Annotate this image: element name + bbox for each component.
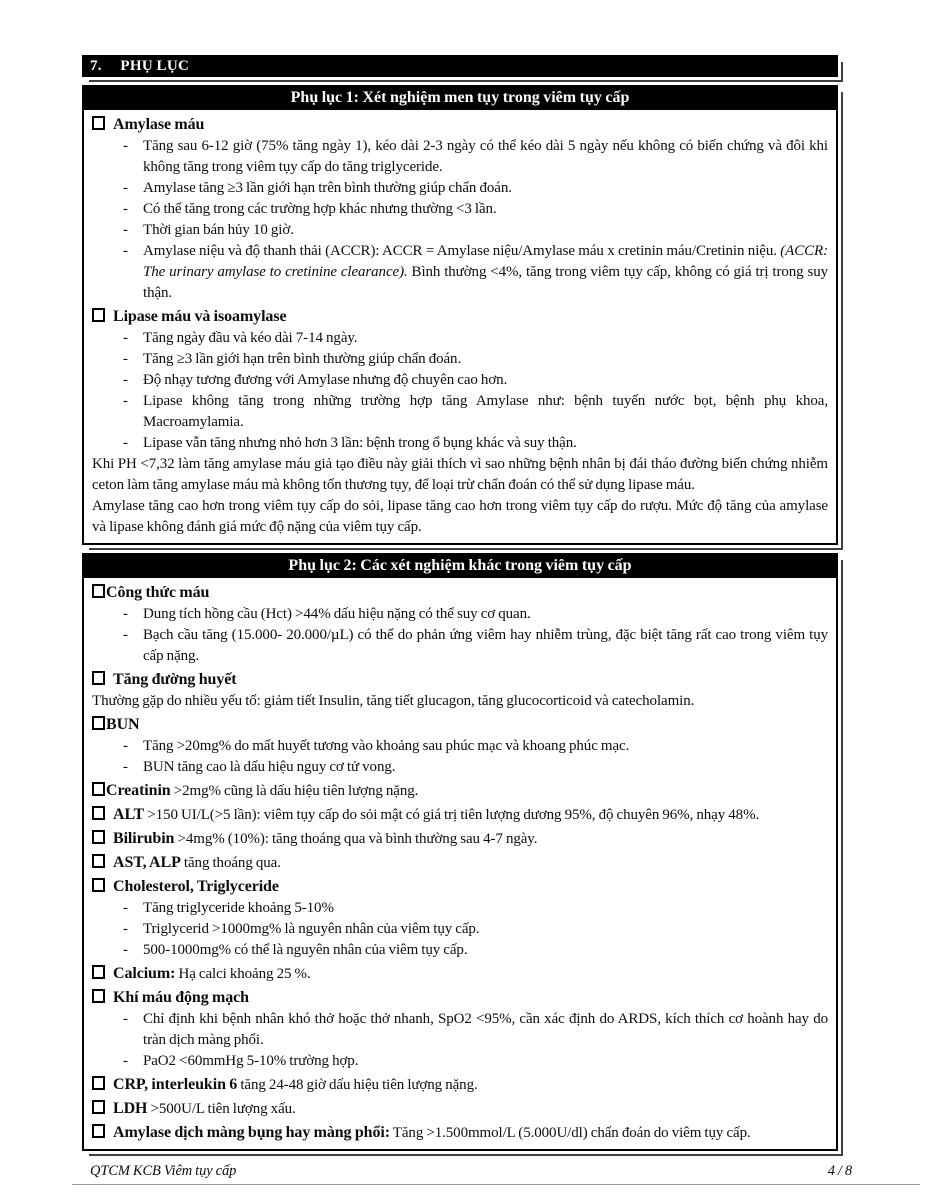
checkbox-icon — [92, 965, 105, 979]
footer-page-number: 4 / 8 — [827, 1163, 852, 1179]
bullet-item — [92, 433, 828, 454]
checkbox-icon — [92, 308, 105, 322]
ast-alp-item — [92, 852, 828, 874]
item-label: Creatinin — [106, 782, 171, 799]
bullet-text: Tăng sau 6-12 giờ (75% tăng ngày 1), kéo dài 2-3 ngày có thể kéo dài 5 ngày nếu không có biến chứng và đôi khi không tăng trong viêm tụy cấp do tăng triglyceride. — [143, 138, 828, 175]
checkbox-icon — [92, 584, 105, 598]
bullet-item — [92, 604, 828, 625]
checkbox-icon — [92, 878, 105, 892]
checkbox-icon — [92, 116, 105, 130]
dash-icon: - — [123, 1053, 128, 1069]
item-label: Bilirubin — [113, 830, 175, 847]
item-label: ALT — [113, 806, 145, 823]
item-text: >150 UI/L(>5 lần): viêm tụy cấp do sỏi mật có giá trị tiên lượng dương 95%, độ chuyên 96%, nhạy 48%. — [144, 807, 760, 823]
dash-icon: - — [123, 921, 128, 937]
checkbox-icon — [92, 1100, 105, 1114]
checkbox-icon — [92, 854, 105, 868]
item-text: tăng thoáng qua. — [180, 855, 281, 871]
section-number: 7. — [90, 58, 102, 74]
item-label: LDH — [113, 1100, 148, 1117]
bullet-text: Chỉ định khi bệnh nhân khó thở hoặc thở nhanh, SpO2 <95%, cần xác định do ARDS, kích thích cơ hoành hay do tràn dịch màng phổi. — [143, 1011, 828, 1048]
bilirubin-item — [92, 828, 828, 850]
dash-icon: - — [123, 606, 128, 622]
item-label: Calcium: — [113, 965, 176, 982]
footer-divider — [72, 1184, 920, 1185]
bullet-item-accr — [92, 241, 828, 304]
bullet-text: Có thể tăng trong các trường hợp khác nhưng thường <3 lần. — [143, 201, 497, 217]
section-7-heading-bar — [82, 55, 838, 77]
hyperglycemia-heading — [92, 669, 828, 691]
appendix-2-title: Phụ lục 2: Các xét nghiệm khác trong viêm tụy cấp — [84, 555, 836, 578]
section-title: PHỤ LỤC — [120, 58, 190, 74]
accr-italic: (ACCR: The urinary amylase to cretinine clearance). — [143, 243, 828, 280]
document-page — [82, 55, 838, 1151]
fluid-amylase-item — [92, 1122, 828, 1144]
dash-icon: - — [123, 900, 128, 916]
bullet-text: Thời gian bán hủy 10 giờ. — [143, 222, 294, 238]
checkbox-icon — [92, 830, 105, 844]
bullet-item — [92, 349, 828, 370]
bullet-text: 500-1000mg% có thể là nguyên nhân của viêm tụy cấp. — [143, 942, 468, 958]
bullet-text: Amylase tăng ≥3 lần giới hạn trên bình thường giúp chẩn đoán. — [143, 180, 512, 196]
dash-icon: - — [123, 738, 128, 754]
item-text: Hạ calci khoảng 25 %. — [175, 966, 311, 982]
creatinin-item — [92, 780, 828, 802]
amylase-blood-heading — [92, 114, 828, 136]
bullet-text: Triglycerid >1000mg% là nguyên nhân của viêm tụy cấp. — [143, 921, 480, 937]
footer-document-name: QTCM KCB Viêm tụy cấp — [90, 1163, 237, 1179]
dash-icon: - — [123, 372, 128, 388]
bullet-item — [92, 736, 828, 757]
bullet-text: Tăng ngày đầu và kéo dài 7-14 ngày. — [143, 330, 358, 346]
bullet-item — [92, 136, 828, 178]
bullet-item — [92, 220, 828, 241]
appendix-1-box — [82, 85, 838, 545]
bullet-text — [143, 243, 828, 301]
bullet-item — [92, 898, 828, 919]
bullet-item — [92, 757, 828, 778]
bullet-item — [92, 391, 828, 433]
bullet-text: BUN tăng cao là dấu hiệu nguy cơ tử vong. — [143, 759, 396, 775]
dash-icon: - — [123, 138, 128, 154]
dash-icon: - — [123, 351, 128, 367]
cbc-heading — [92, 582, 828, 604]
dash-icon: - — [123, 222, 128, 238]
dash-icon: - — [123, 942, 128, 958]
calcium-item — [92, 963, 828, 985]
note-paragraph: Amylase tăng cao hơn trong viêm tụy cấp do sỏi, lipase tăng cao hơn trong viêm tụy cấp do rượu. Mức độ tăng của amylase và lipase không đánh giá mức độ nặng của viêm tụy cấp. — [92, 498, 828, 535]
alt-item — [92, 804, 828, 826]
bullet-text: PaO2 <60mmHg 5-10% trường hợp. — [143, 1053, 359, 1069]
checkbox-icon — [92, 1124, 105, 1138]
dash-icon: - — [123, 1011, 128, 1027]
ldh-item — [92, 1098, 828, 1120]
checkbox-icon — [92, 716, 105, 730]
item-label: AST, ALP — [113, 854, 181, 871]
bullet-text: Độ nhạy tương đương với Amylase nhưng độ chuyên cao hơn. — [143, 372, 508, 388]
item-text: >4mg% (10%): tăng thoáng qua và bình thường sau 4-7 ngày. — [174, 831, 538, 847]
note-paragraph: Khi PH <7,32 làm tăng amylase máu giả tạo điều này giải thích vì sao những bệnh nhân bị đái tháo đường biến chứng nhiễm ceton làm tăng amylase máu mà không tổn thương tụy, để loại trừ chẩn đoán có thể sử dụng lipase máu. — [92, 456, 828, 493]
bullet-text: Lipase không tăng trong những trường hợp tăng Amylase như: bệnh tuyến nước bọt, bệnh phụ khoa, Macroamylamia. — [143, 393, 828, 430]
dash-icon: - — [123, 627, 128, 643]
bullet-item — [92, 940, 828, 961]
bullet-item — [92, 625, 828, 667]
dash-icon: - — [123, 243, 128, 259]
checkbox-icon — [92, 806, 105, 820]
dash-icon: - — [123, 330, 128, 346]
appendix-2-body — [84, 578, 836, 1149]
item-label: Amylase dịch màng bụng hay màng phổi: — [113, 1124, 390, 1141]
appendix-2-box — [82, 553, 838, 1151]
bullet-item — [92, 178, 828, 199]
dash-icon: - — [123, 180, 128, 196]
checkbox-icon — [92, 782, 105, 796]
bullet-item — [92, 1009, 828, 1051]
checkbox-icon — [92, 989, 105, 1003]
heading-label: Amylase máu — [113, 116, 205, 133]
bullet-item — [92, 919, 828, 940]
bullet-text: Bạch cầu tăng (15.000- 20.000/µL) có thể do phản ứng viêm hay nhiễm trùng, đặc biệt tăng rất cao trong viêm tụy cấp nặng. — [143, 627, 828, 664]
appendix-1-body — [84, 110, 836, 543]
bullet-text: Dung tích hồng cầu (Hct) >44% dấu hiệu nặng có thể suy cơ quan. — [143, 606, 531, 622]
bullet-item — [92, 1051, 828, 1072]
dash-icon: - — [123, 201, 128, 217]
abg-heading — [92, 987, 828, 1009]
crp-item — [92, 1074, 828, 1096]
item-text: Tăng >1.500mmol/L (5.000U/dl) chẩn đoán do viêm tụy cấp. — [389, 1125, 751, 1141]
item-text: >500U/L tiên lượng xấu. — [147, 1101, 296, 1117]
heading-label: Tăng đường huyết — [113, 671, 237, 688]
bullet-text: Tăng ≥3 lần giới hạn trên bình thường giúp chẩn đoán. — [143, 351, 462, 367]
dash-icon: - — [123, 435, 128, 451]
bun-heading — [92, 714, 828, 736]
heading-label: BUN — [106, 716, 140, 733]
bullet-item — [92, 370, 828, 391]
bullet-item — [92, 199, 828, 220]
bullet-text: Tăng >20mg% do mất huyết tương vào khoảng sau phúc mạc và khoang phúc mạc. — [143, 738, 630, 754]
item-text: >2mg% cũng là dấu hiệu tiên lượng nặng. — [170, 783, 419, 799]
bullet-text: Tăng triglyceride khoảng 5-10% — [143, 900, 334, 916]
appendix-1-title: Phụ lục 1: Xét nghiệm men tụy trong viêm tụy cấp — [84, 87, 836, 110]
heading-label: Lipase máu và isoamylase — [113, 308, 287, 325]
checkbox-icon — [92, 671, 105, 685]
item-label: CRP, interleukin 6 — [113, 1076, 238, 1093]
dash-icon: - — [123, 393, 128, 409]
heading-label: Công thức máu — [106, 584, 210, 601]
item-text: tăng 24-48 giờ dấu hiệu tiên lượng nặng. — [237, 1077, 478, 1093]
lipids-heading — [92, 876, 828, 898]
bullet-text: Lipase vẫn tăng nhưng nhỏ hơn 3 lần: bệnh trong ổ bụng khác và suy thận. — [143, 435, 577, 451]
accr-pre: Amylase niệu và độ thanh thải (ACCR): ACCR = Amylase niệu/Amylase máu x cretinin máu/Cretinin niệu. — [143, 243, 781, 259]
bullet-item — [92, 328, 828, 349]
dash-icon: - — [123, 759, 128, 775]
accr-post: Bình thường <4%, tăng trong viêm tụy cấp, không có giá trị trong suy thận. — [143, 264, 829, 301]
hyperglycemia-text: Thường gặp do nhiều yếu tố: giảm tiết Insulin, tăng tiết glucagon, tăng glucocorticoid và catecholamin. — [92, 693, 695, 709]
lipase-heading — [92, 306, 828, 328]
heading-label: Khí máu động mạch — [113, 989, 249, 1006]
heading-label: Cholesterol, Triglyceride — [113, 878, 279, 895]
checkbox-icon — [92, 1076, 105, 1090]
